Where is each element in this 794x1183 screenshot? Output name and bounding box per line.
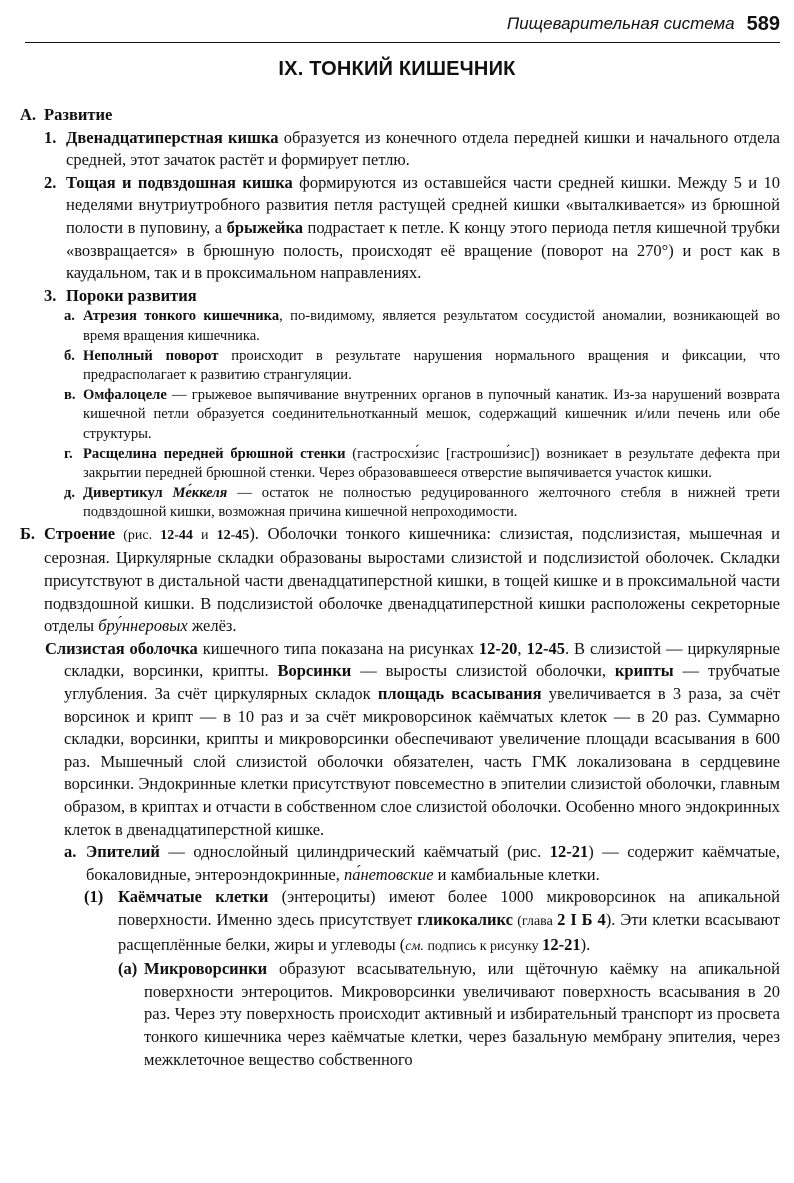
page-number: 589 — [746, 12, 780, 35]
a-item-3b: б. Неполный поворот происходит в результате нарушения нормального вращения и фиксации, что предрасполагает к развитию странгуляции. — [64, 347, 780, 384]
brush-cells-paragraph: (1) Каёмчатые клетки (энтероциты) имеют более 1000 микроворсинок на апикальной поверхности. Именно здесь присутствует гликокаликс (глава 2 I Б 4). Эти клетки всасывают расщеплённые белки, жиры и углеводы (см. подпись к рисунку 12-21). — [84, 887, 780, 954]
a-item-3d: г. Расщелина передней брюшной стенки (гастросхи́зис [гастроши́зис]) возникает в результате дефекта при закрытии передней брюшной стенки. Через образовавшееся отверстие выпячивается участок кишки. — [64, 445, 781, 482]
section-a-heading: А. Развитие — [20, 105, 113, 124]
mucosa-paragraph: Слизистая оболочка кишечного типа показана на рисунках 12-20, 12-45. В слизистой — циркулярные складки, ворсинки, крипты. Ворсинки — выросты слизистой оболочки, крипты — трубчатые углубления. За счёт циркулярных складок площадь всасывания увеличивается в 3 раза, за счёт ворсинок и крипт — в 10 раз и за счёт микроворсинок каёмчатых клеток — в 20 раз. Суммарно складки, ворсинки, крипты и микроворсинки обеспечивают увеличение площади всасывания в 600 раз. Мышечный слой слизистой оболочки обязателен, часть ГМК локализована в сердцевине ворсинки. Эндокринные клетки присутствуют повсеместно в эпителии слизистой оболочки, главным образом, в криптах и отчасти в собственном слое слизистой оболочки. Особенно много эндокринных клеток в двенадцатиперстной кишке. — [45, 638, 780, 839]
running-header — [25, 6, 780, 43]
a-item-3: 3. Пороки развития — [44, 285, 197, 305]
a-item-2: 2. Тощая и подвздошная кишка формируются из оставшейся части средней кишки. Между 5 и 10 неделями внутриутробного развития петля растущей средней кишки «выталкивается» из брюшной полости в пуповину, а брыжейка подрастает к петле. К концу этого периода петля кишечной трубки «возвращается» в брюшную полость, происходят её вращение (поворот на 270°) и рост как в каудальном, так и в проксимальном направлениях. — [44, 172, 781, 283]
header-section-title: Пищеварительная система — [506, 14, 735, 33]
a-item-1: 1. Двенадцатиперстная кишка образуется из конечного отдела передней кишки и начального отдела средней, этот зачаток растёт и формирует петлю. — [44, 127, 781, 170]
chapter-title: IX. ТОНКИЙ КИШЕЧНИК — [278, 58, 516, 80]
body-text — [20, 104, 780, 1071]
a-item-3a: а. Атрезия тонкого кишечника, по-видимому, является результатом сосудистой аномалии, возникающей во время вращения кишечника. — [64, 308, 780, 344]
a-item-3e: д. Дивертикул Ме́ккеля — остаток не полностью редуцированного желточного стебля в нижней трети подвздошной кишки, возможная причина кишечной непроходимости. — [64, 484, 780, 521]
a-item-3c: в. Омфалоцеле — грыжевое выпячивание внутренних органов в пупочный канатик. Из-за нарушений возврата кишечной петли образуется соединительнотканный мешок, содержащий кишечник и/или печень или обе структуры. — [64, 386, 780, 442]
section-b-intro: Б. Строение (рис. 12-44 и 12-45). Оболочки тонкого кишечника: слизистая, подслизистая, мышечная и серозная. Циркулярные складки образованы выростами слизистой и подслизистой оболочек. Складки присутствуют в дистальной части двенадцатиперстной кишки, в тощей кишке и в проксимальной части подвздошной кишки. В подслизистой оболочке двенадцатиперстной кишки расположены секреторные отделы бру́ннеровых желёз. — [20, 523, 780, 636]
epithelium-paragraph: а. Эпителий — однослойный цилиндрический каёмчатый (рис. 12-21) — содержит каёмчатые, бокаловидные, энтероэндокринные, па́нетовские и камбиальные клетки. — [64, 842, 780, 884]
microvilli-paragraph: (а) Микроворсинки образуют всасывательную, или щёточную каёмку на апикальной поверхности энтероцитов. Микроворсинки увеличивают поверхность всасывания в 20 раз. Через эту поверхность происходит активный и избирательный транспорт из просвета тонкого кишечника через каёмчатые клетки, через базальную мембрану эпителия, через межклеточное вещество собственного — [118, 959, 780, 1069]
